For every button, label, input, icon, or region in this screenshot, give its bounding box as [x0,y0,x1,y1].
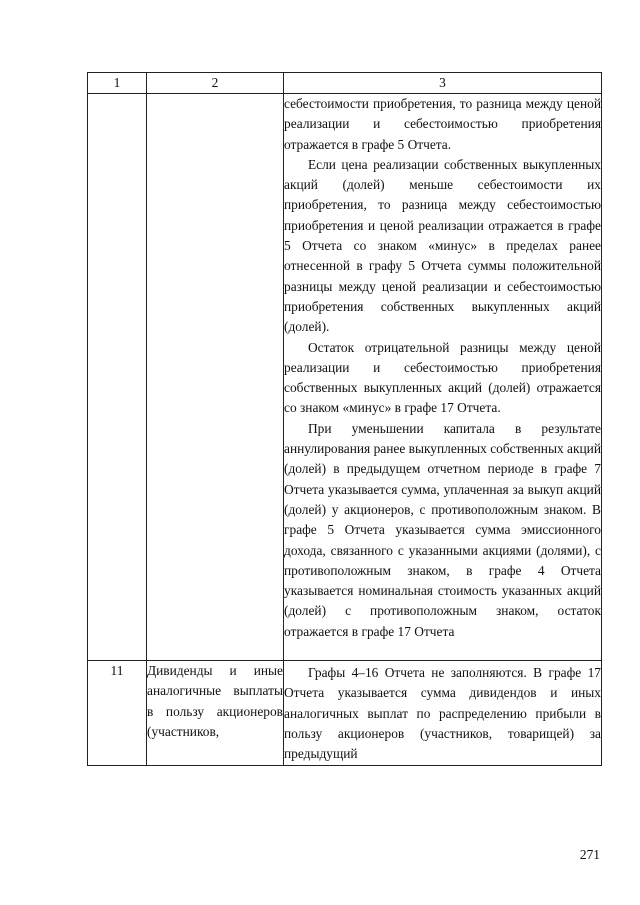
row10-number-cell [88,94,147,643]
table-header-row [88,73,602,94]
table-row [88,94,602,643]
spacer-cell [88,642,147,661]
row10-name-cell [147,94,284,643]
spacer-cell [147,642,284,661]
row11-description-cell [284,661,602,765]
paragraph: Остаток отрицательной разницы между ценой реализации и себестоимостью приобретения собственных выкупленных акций (долей) отражается со знаком «минус» в графе 17 Отчета. [284,339,601,416]
header-col-2: 2 [147,73,284,94]
page-number: 271 [579,847,600,862]
row-spacer [88,642,602,661]
spacer-cell [284,642,602,661]
report-table [87,72,602,766]
paragraph: Если цена реализации собственных выкупленных акций (долей) меньше себестоимости их приобретения, то разница между себестоимостью приобретения и ценой реализации отражается в графе 5 Отчета со знаком «минус» в пределах ранее отнесенной в графу 5 Отчета суммы положительной разницы между ценой реализации и себестоимостью приобретения собственных выкупленных акций (долей). [284,156,601,335]
table-row [88,661,602,765]
row11-name-cell: Дивиденды и иные аналогичные выплаты в пользу акционеров (участников, [147,661,284,765]
row11-number-cell: 11 [88,661,147,765]
header-col-1: 1 [88,73,147,94]
row10-description-cell [284,94,602,643]
header-col-3: 3 [284,73,602,94]
paragraph: Графы 4–16 Отчета не заполняются. В графе 17 Отчета указывается сумма дивидендов и иных аналогичных выплат по распределению прибыли в пользу акционеров (участников, товарищей) за предыдущий [284,665,601,762]
paragraph: При уменьшении капитала в результате аннулирования ранее выкупленных собственных акций (долей) в предыдущем отчетном периоде в графе 7 Отчета указывается сумма, уплаченная за выкуп акций (долей) у акционеров, с противоположным знаком. В графе 5 Отчета указывается сумма эмиссионного дохода, связанного с указанными акциями (долями), с противоположным знаком, в графе 4 Отчета указывается номинальная стоимость указанных акций (долей) с противоположным знаком, остаток отражается в графе 17 Отчета [284,420,601,639]
paragraph: себестоимости приобретения, то разница между ценой реализации и себестоимостью приобретения отражается в графе 5 Отчета. [284,96,601,152]
